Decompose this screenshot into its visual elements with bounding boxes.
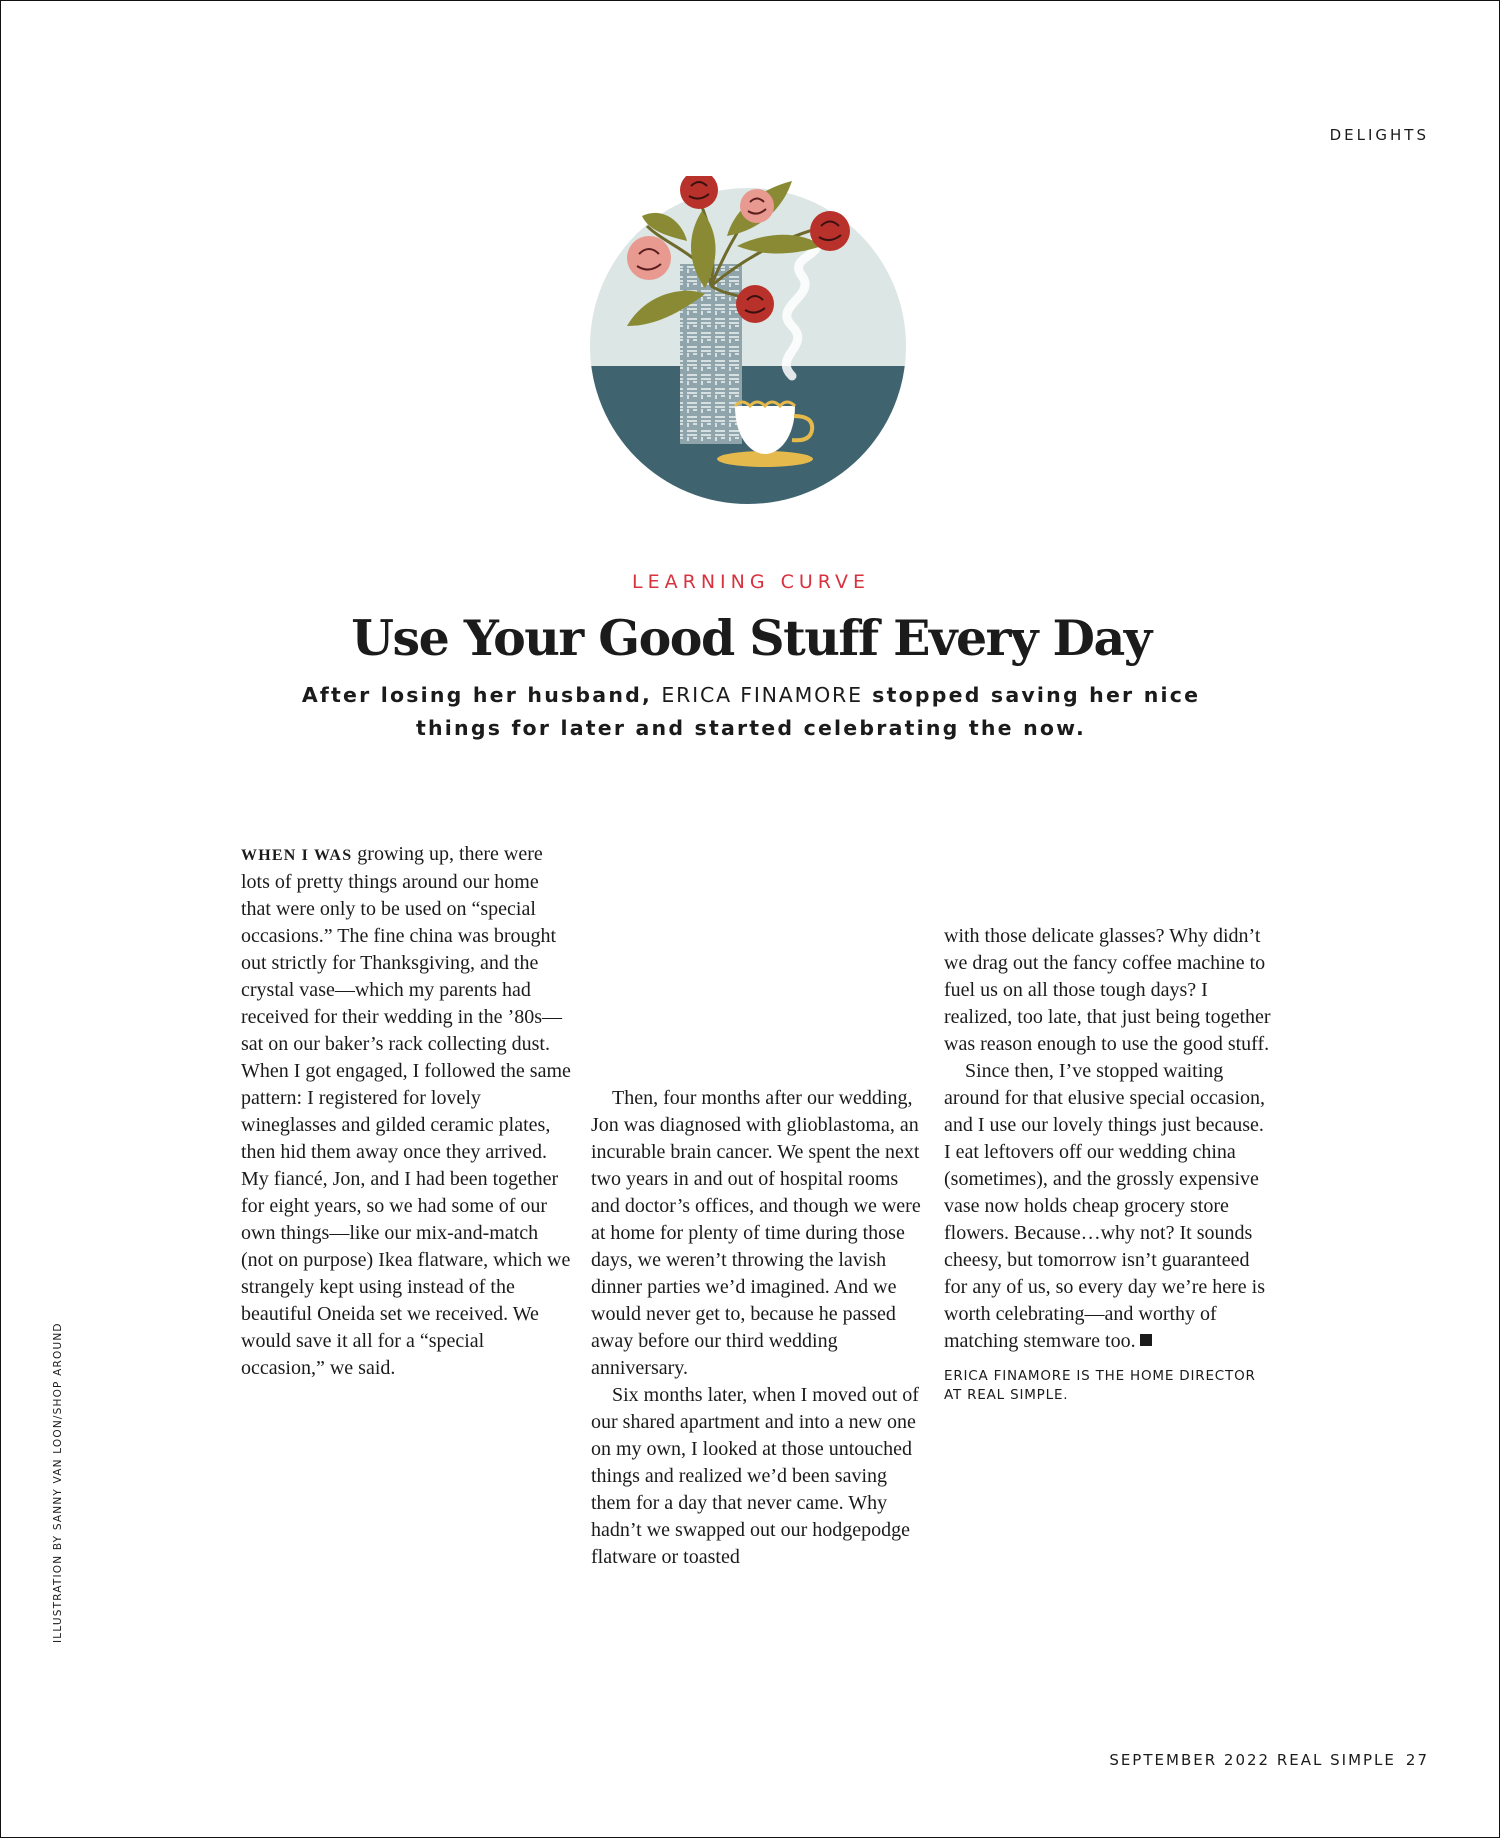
paragraph: with those delicate glasses? Why didn’t we drag out the fancy coffee machine to fuel us on all those tough days? I realized, too late, that just being together was reason enough to use the good stuff. <box>944 925 1271 1055</box>
red-flower-icon <box>736 285 774 323</box>
red-flower-icon <box>810 211 850 251</box>
illustration-credit: ILLUSTRATION BY SANNY VAN LOON/SHOP AROUND <box>52 1322 64 1643</box>
author-bio: ERICA FINAMORE IS THE HOME DIRECTOR AT REAL SIMPLE. <box>944 1368 1256 1403</box>
paragraph-text: Since then, I’ve stopped waiting around for that elusive special occasion, and I use our lovely things just because. I eat leftovers off our wedding china (sometimes), and the grossly expensive vase now holds cheap grocery store flowers. Because…why not? It sounds cheesy, but tomorrow isn’t guaranteed for any of us, so every day we’re here is worth celebrating—and worthy of matching stemware too. <box>944 1060 1265 1352</box>
end-mark-icon <box>1140 1334 1152 1346</box>
body-column-2 <box>591 1085 921 1571</box>
pink-flower-icon <box>740 189 774 223</box>
dek-author-name: ERICA FINAMORE <box>661 683 863 707</box>
body-column-1 <box>241 841 571 1382</box>
paragraph <box>944 1058 1274 1355</box>
vase-with-flowers-and-teacup-icon <box>587 176 909 508</box>
dek <box>301 679 1201 745</box>
dek-text: stopped saving her nice things for later and started celebrating the now. <box>416 683 1201 740</box>
body-column-3 <box>944 923 1274 1405</box>
paragraph: Six months later, when I moved out of our shared apartment and into a new one on my own, I looked at those untouched things and realized we’d been saving them for a day that never came. Why hadn’t we swapped out our hodgepodge flatware or toasted <box>591 1384 919 1568</box>
dek-text: After losing her husband, <box>301 683 662 707</box>
kicker: LEARNING CURVE <box>632 571 870 593</box>
folio <box>1109 1751 1429 1769</box>
lead-in: WHEN I WAS <box>241 847 353 864</box>
page-number: 27 <box>1405 1751 1429 1769</box>
issue-line: SEPTEMBER 2022 REAL SIMPLE <box>1109 1751 1396 1769</box>
section-tag: DELIGHTS <box>1329 126 1429 144</box>
paragraph: Then, four months after our wedding, Jon was diagnosed with glioblastoma, an incurable brain cancer. We spent the next two years in and out of hospital rooms and doctor’s offices, and though we were at home for plenty of time during those days, we weren’t throwing the lavish dinner parties we’d imagined. And we would never get to, because he passed away before our third wedding anniversary. <box>591 1087 921 1379</box>
paragraph <box>241 841 571 1382</box>
paragraph-text: growing up, there were lots of pretty things around our home that were only to be used on “special occasions.” The fine china was brought out strictly for Thanksgiving, and the crystal vase—which my parents had received for their wedding in the ’80s—sat on our baker’s rack collecting dust. When I got engaged, I followed the same pattern: I registered for lovely wineglasses and gilded ceramic plates, then hid them away once they arrived. My fiancé, Jon, and I had been together for eight years, so we had some of our own things—like our mix-and-match (not on purpose) Ikea flatware, which we strangely kept using instead of the beautiful Oneida set we received. We would save it all for a “special occasion,” we said. <box>241 843 571 1379</box>
pink-flower-icon <box>627 236 671 280</box>
headline: Use Your Good Stuff Every Day <box>351 609 1151 667</box>
